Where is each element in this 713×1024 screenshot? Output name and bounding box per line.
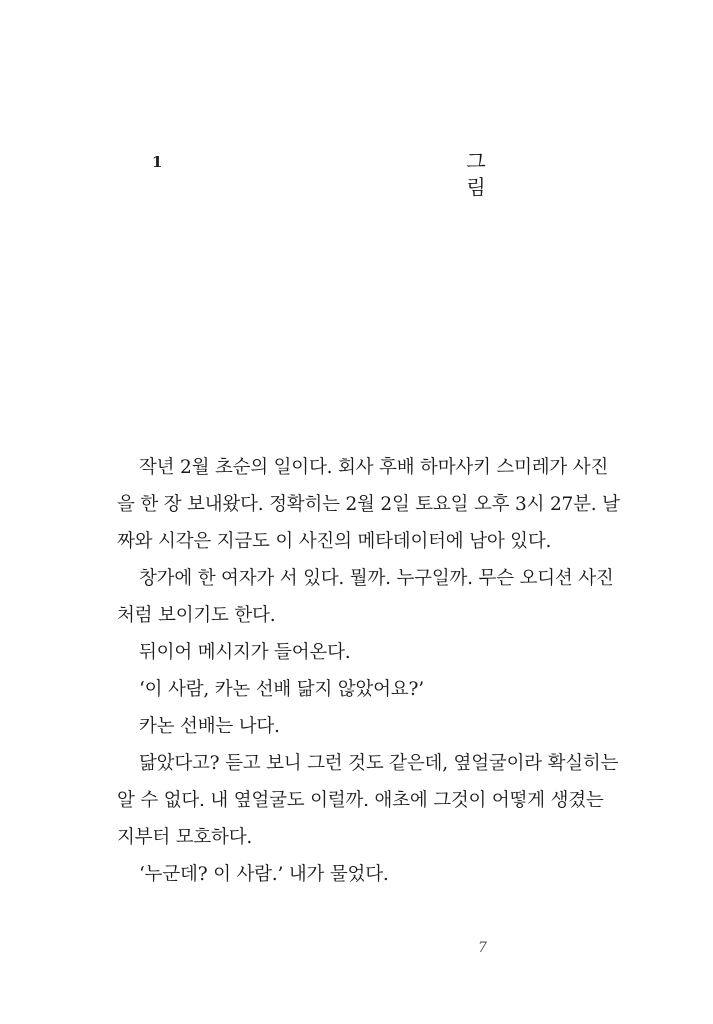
- text-line: 닮았다고? 듣고 보니 그런 것도 같은데, 옆얼굴이라 확실히는: [139, 753, 619, 774]
- text-line: 뒤이어 메시지가 들어온다.: [139, 642, 351, 663]
- text-line: 을 한 장 보내왔다. 정확히는 2월 2일 토요일 오후 3시 27분. 날: [117, 494, 620, 515]
- text-line: ‘이 사람, 카논 선배 닮지 않았어요?’: [139, 679, 424, 700]
- text-line: 알 수 없다. 내 옆얼굴도 이럴까. 애초에 그것이 어떻게 생겼는: [117, 790, 604, 811]
- chapter-title: [464, 148, 488, 200]
- text-line: ‘누군데? 이 사람.’ 내가 물었다.: [139, 864, 389, 885]
- text-line: 지부터 모호하다.: [117, 827, 253, 848]
- text-line: 카논 선배는 나다.: [139, 716, 280, 737]
- chapter-number: 1: [152, 153, 163, 171]
- page-number: 7: [478, 940, 487, 956]
- text-line: 처럼 보이기도 한다.: [117, 605, 276, 626]
- chapter-title-char: 림: [466, 175, 486, 199]
- text-line: 창가에 한 여자가 서 있다. 뭘까. 누구일까. 무슨 오디션 사진: [139, 568, 614, 589]
- chapter-title-char: 그: [466, 149, 486, 173]
- body-text: [117, 449, 637, 893]
- text-line: 작년 2월 초순의 일이다. 회사 후배 하마사키 스미레가 사진: [139, 457, 609, 478]
- text-line: 짜와 시각은 지금도 이 사진의 메타데이터에 남아 있다.: [117, 531, 552, 552]
